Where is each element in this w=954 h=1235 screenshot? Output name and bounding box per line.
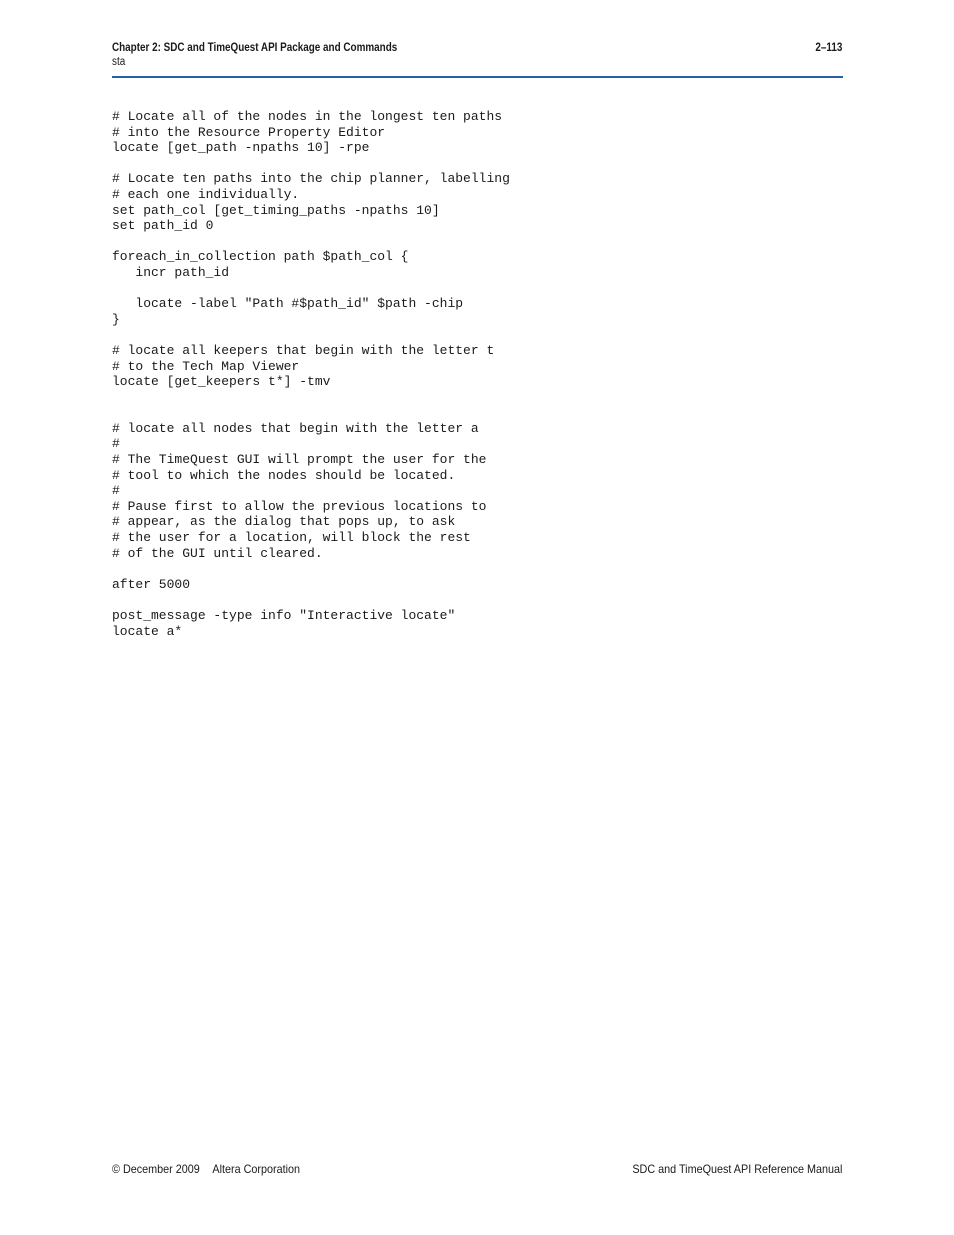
header-rule xyxy=(112,76,843,78)
code-line: # locate all nodes that begin with the letter a xyxy=(112,420,479,436)
footer-company: Altera Corporation xyxy=(212,1162,301,1176)
code-example xyxy=(112,109,510,639)
chapter-title: Chapter 2: SDC and TimeQuest API Package and Commands xyxy=(112,42,398,54)
code-line: # The TimeQuest GUI will prompt the user for the xyxy=(112,452,487,468)
code-line: # xyxy=(112,436,120,452)
code-line: locate a* xyxy=(112,623,183,639)
code-line: # xyxy=(112,483,120,499)
code-line: locate -label "Path #$path_id" $path -chip xyxy=(112,296,464,312)
code-line: after 5000 xyxy=(112,576,191,592)
code-line: foreach_in_collection path $path_col { xyxy=(112,249,409,265)
code-line: # Pause first to allow the previous locations to xyxy=(112,498,487,514)
code-line: post_message -type info "Interactive locate" xyxy=(112,608,456,623)
code-line: # to the Tech Map Viewer xyxy=(112,358,300,374)
code-line: set path_col [get_timing_paths -npaths 10] xyxy=(112,202,440,218)
page-footer xyxy=(112,1162,842,1176)
footer-left xyxy=(112,1162,300,1176)
code-line: # appear, as the dialog that pops up, to ask xyxy=(112,514,456,530)
code-line: locate [get_keepers t*] -tmv xyxy=(112,374,331,390)
code-line: # into the Resource Property Editor xyxy=(112,124,386,140)
code-line: } xyxy=(112,311,120,327)
code-line: set path_id 0 xyxy=(112,218,214,234)
page-header xyxy=(112,42,842,68)
code-line: # the user for a location, will block the rest xyxy=(112,530,471,546)
code-line: incr path_id xyxy=(112,264,230,280)
footer-date: © December 2009 xyxy=(112,1162,200,1176)
code-line: # each one individually. xyxy=(112,186,300,202)
code-line: # locate all keepers that begin with the letter t xyxy=(112,342,495,358)
code-line: # Locate ten paths into the chip planner, labelling xyxy=(112,171,510,187)
code-line: # Locate all of the nodes in the longest ten paths xyxy=(112,109,503,124)
footer-manual-title: SDC and TimeQuest API Reference Manual xyxy=(631,1162,842,1176)
code-line: locate [get_path -npaths 10] -rpe xyxy=(112,140,370,156)
code-line: # tool to which the nodes should be located. xyxy=(112,467,456,483)
header-row xyxy=(112,42,842,54)
code-line: # of the GUI until cleared. xyxy=(112,545,323,561)
page-number: 2–113 xyxy=(815,42,842,54)
section-name: sta xyxy=(112,56,126,68)
